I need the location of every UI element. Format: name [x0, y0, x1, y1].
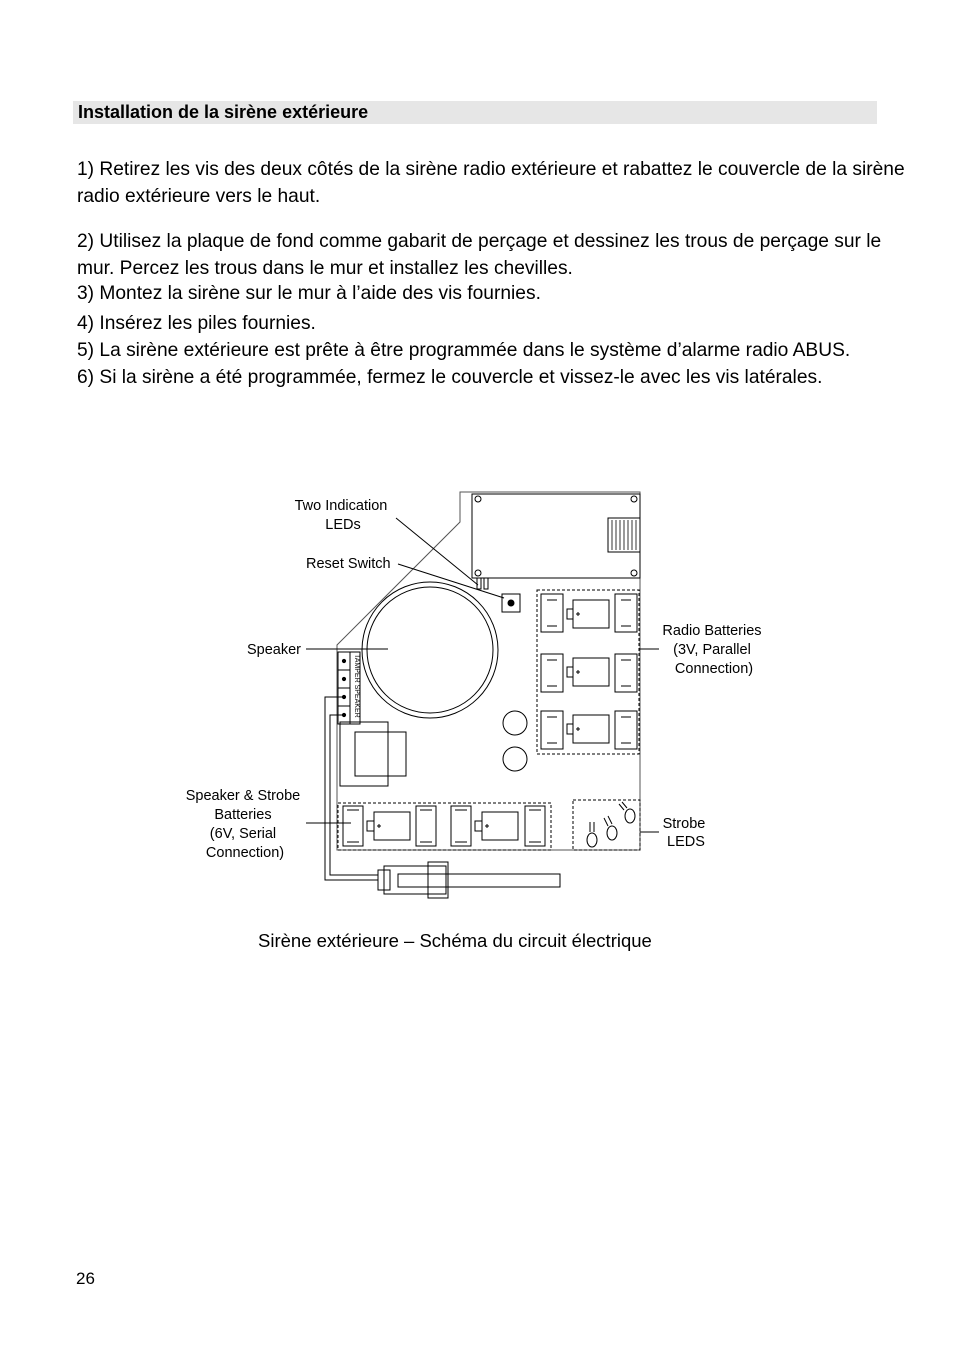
indication-led-2: [484, 578, 488, 589]
step-3: 3) Montez la sirène sur le mur à l’aide des vis fournies.: [77, 283, 541, 304]
speaker-strobe-battery-2: [451, 806, 545, 846]
step-2: 2) Utilisez la plaque de fond comme gabarit de perçage et dessinez les trous de perçage sur le mur. Percez les trous dans le mur et installez les chevilles.: [77, 231, 882, 279]
radio-batteries-area: [537, 590, 639, 754]
label-radio-batteries: Radio Batteries (3V, Parallel Connection): [662, 623, 762, 677]
radio-battery-1: [541, 594, 637, 632]
label-indication-leds: Two Indication LEDs: [294, 498, 388, 533]
label-strobe-leds: Strobe LEDS: [662, 816, 706, 850]
circuit-diagram: [0, 480, 954, 910]
step-5: 5) La sirène extérieure est prête à être programmée dans le système d’alarme radio ABUS.: [77, 340, 851, 361]
diagram-caption: Sirène extérieure – Schéma du circuit électrique: [258, 930, 652, 951]
speaker: [362, 582, 498, 718]
speaker-strobe-batteries-area: [338, 803, 551, 850]
radio-battery-3: [541, 711, 637, 749]
radio-battery-2: [541, 654, 637, 692]
label-reset-switch: Reset Switch: [306, 556, 391, 572]
step-6: 6) Si la sirène a été programmée, fermez le couvercle et vissez-le avec les vis latérales.: [77, 367, 823, 388]
connector-label: TAMPER SPEAKER: [353, 654, 360, 718]
page-number: 26: [76, 1269, 95, 1288]
section-header-bar: [73, 101, 877, 124]
section-title: Installation de la sirène extérieure: [78, 102, 369, 122]
step-4: 4) Insérez les piles fournies.: [77, 313, 316, 334]
capacitor-1: [503, 711, 527, 735]
label-speaker: Speaker: [247, 642, 302, 658]
capacitor-2: [503, 747, 527, 771]
strobe-led-2: [604, 816, 617, 840]
circuit-board-outline: [337, 492, 640, 850]
label-speaker-strobe-batteries: Speaker & Strobe Batteries (6V, Serial Connection): [185, 788, 301, 861]
step-1: 1) Retirez les vis des deux côtés de la sirène radio extérieure et rabattez le couvercle de la sirène radio extérieure vers le haut.: [77, 159, 905, 207]
strobe-led-1: [587, 822, 597, 847]
indication-led-1: [477, 578, 481, 589]
strobe-leds-area: [573, 800, 640, 850]
radio-module: [472, 494, 640, 578]
strobe-led-3: [619, 802, 635, 823]
speaker-strobe-battery-1: [343, 806, 436, 846]
